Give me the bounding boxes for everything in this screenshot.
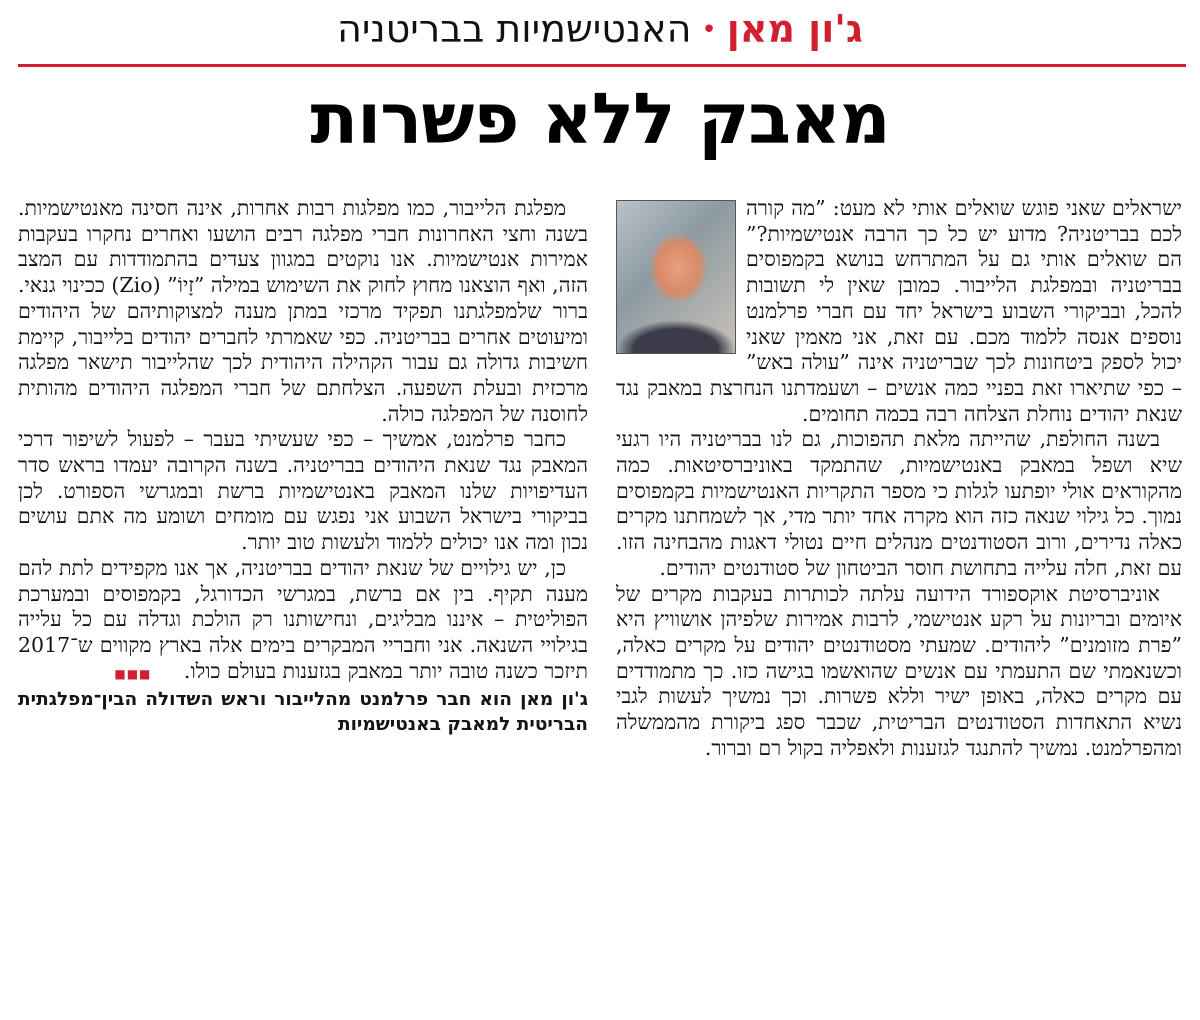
paragraph-text: כן, יש גילויים של שנאת יהודים בבריטניה, אך אנו מקפידים לתת להם מענה תקיף. בין אם ברשת, במגרשי הכדורגל, בקמפוסים ובמערכת הפוליטית – איננו מבליגים, ונחישותנו רק הולכת וגדלה עם כל עלייה בגילויי השנאה. אני וחבריי המבקרים בימים אלה בארץ מקווים ש־2017 תיזכר כשנה טובה יותר במאבק בגזענות בעולם כולו. <box>18 555 588 683</box>
paragraph: אוניברסיטת אוקספורד הידועה עלתה לכותרות בעקבות מקרים של איומים ובריונות על רקע אנטישמי, לרבות אמירות שלפיהן אושוויץ היא ”פרת מזומנים” ליהודים. שמעתי מסטודנטים יהודים על מקרים כאלה, וכשנאמתי שם התעמתי עם אנשים שהואשמו בגישה כזו. כך מתמודדים עם מקרים כאלה, באופן ישיר וללא פשרות. וכך נמשיך לעשות לגבי נשיא התאחדות הסטודנטים הבריטית, שכבר ספג ביקורת מהממשלה ומהפרלמנט. נמשיך להתנגד לגזענות ולאפליה בקול רם וברור. <box>616 581 1182 760</box>
topic-title: האנטישמיות בבריטניה <box>337 7 692 51</box>
column-right <box>616 196 1182 761</box>
author-bio: ג'ון מאן הוא חבר פרלמנט מהלייבור וראש השדולה הבין־מפלגתית הבריטית למאבק באנטישמיות <box>18 689 588 736</box>
separator-dot: • <box>701 15 717 45</box>
end-mark-icon: ■■■ <box>114 666 152 681</box>
paragraph: מפלגת הלייבור, כמו מפלגות רבות אחרות, אינה חסינה מאנטישמיות. בשנה וחצי האחרונות חברי מפלגה רבים הושעו ואחרים נחקרו בעקבות אמירות אנטישמיות. אנו נוקטים במגוון צעדים בהתמודדות עם המצב הזה, ואף הוצאנו מחוץ לחוק את השימוש במילה ”זָיוֹ” (Zio) ככינוי גנאי. ברור שלמפלגתנו תפקיד מרכזי במתן מענה למצוקותיהם של היהודים ומיעוטים אחרים בבריטניה. כפי שאמרתי לחברים יהודים בלייבור, קיימת חשיבות גדולה גם עבור הקהילה היהודית לכך שהלייבור תישאר מפלגה מרכזית ובעלת השפעה. הצלחתם של חברי המפלגה היהודים מהותית לחוסנה של המפלגה כולה. <box>18 196 588 426</box>
paragraph: כחבר פרלמנט, אמשיך – כפי שעשיתי בעבר – לפעול לשיפור דרכי המאבק נגד שנאת היהודים בבריטניה. בשנה הקרובה יעמדו בראש סדר העדיפויות שלנו המאבק באנטישמיות ברשת ובמגרשי הספורט. לכן בביקורי בישראל השבוע אני נפגש עם מומחים ושומע מה אתם עושים נכון ומה אנו יכולים ללמוד ולעשות טוב יותר. <box>18 427 588 555</box>
author-photo <box>616 200 736 354</box>
paragraph: ישראלים שאני פוגש שואלים אותי לא מעט: ”מה קורה לכם בבריטניה? מדוע יש כל כך הרבה אנטישמיות?” הם שואלים אותי גם על המתרחש בנושא בקמפוסים בבריטניה ובמפלגת הלייבור. כמובן שאין לי תשובות להכל, ובביקורי השבוע בישראל יחד עם חברי פרלמנט נוספים אנסה ללמוד מכם. עם זאת, אני מאמין שאני יכול לספק ביטחונות לכך שבריטניה אינה ”עולה באש” – כפי שתיארו זאת בפניי כמה אנשים – ושעמדתנו הנחרצת במאבק נגד שנאת יהודים נוחלת הצלחה רבה בכמה תחומים. <box>616 196 1182 426</box>
header-divider <box>18 64 1186 67</box>
paragraph: בשנה החולפת, שהייתה מלאת תהפוכות, גם לנו בבריטניה היו רגעי שיא ושפל במאבק באנטישמיות, שהתמקד באוניברסיטאות. כמה מהקוראים אולי יופתעו לגלות כי מספר התקריות האנטישמיות בקמפוסים נמוך. כל גילוי שנאה כזה הוא מקרה אחד יותר מדי, אך לשמחתנו מקרים כאלה נדירים, ורוב הסטודנטים מנהלים חיים נטולי דאגות מהבחינה הזו. עם זאת, חלה עלייה בתחושת חוסר הביטחון של סטודנטים יהודים. <box>616 427 1182 580</box>
headline: מאבק ללא פשרות <box>310 78 890 160</box>
author-name: ג'ון מאן <box>726 7 863 51</box>
paragraph <box>18 556 588 688</box>
column-left <box>18 196 588 737</box>
kicker-line <box>0 2 1200 56</box>
